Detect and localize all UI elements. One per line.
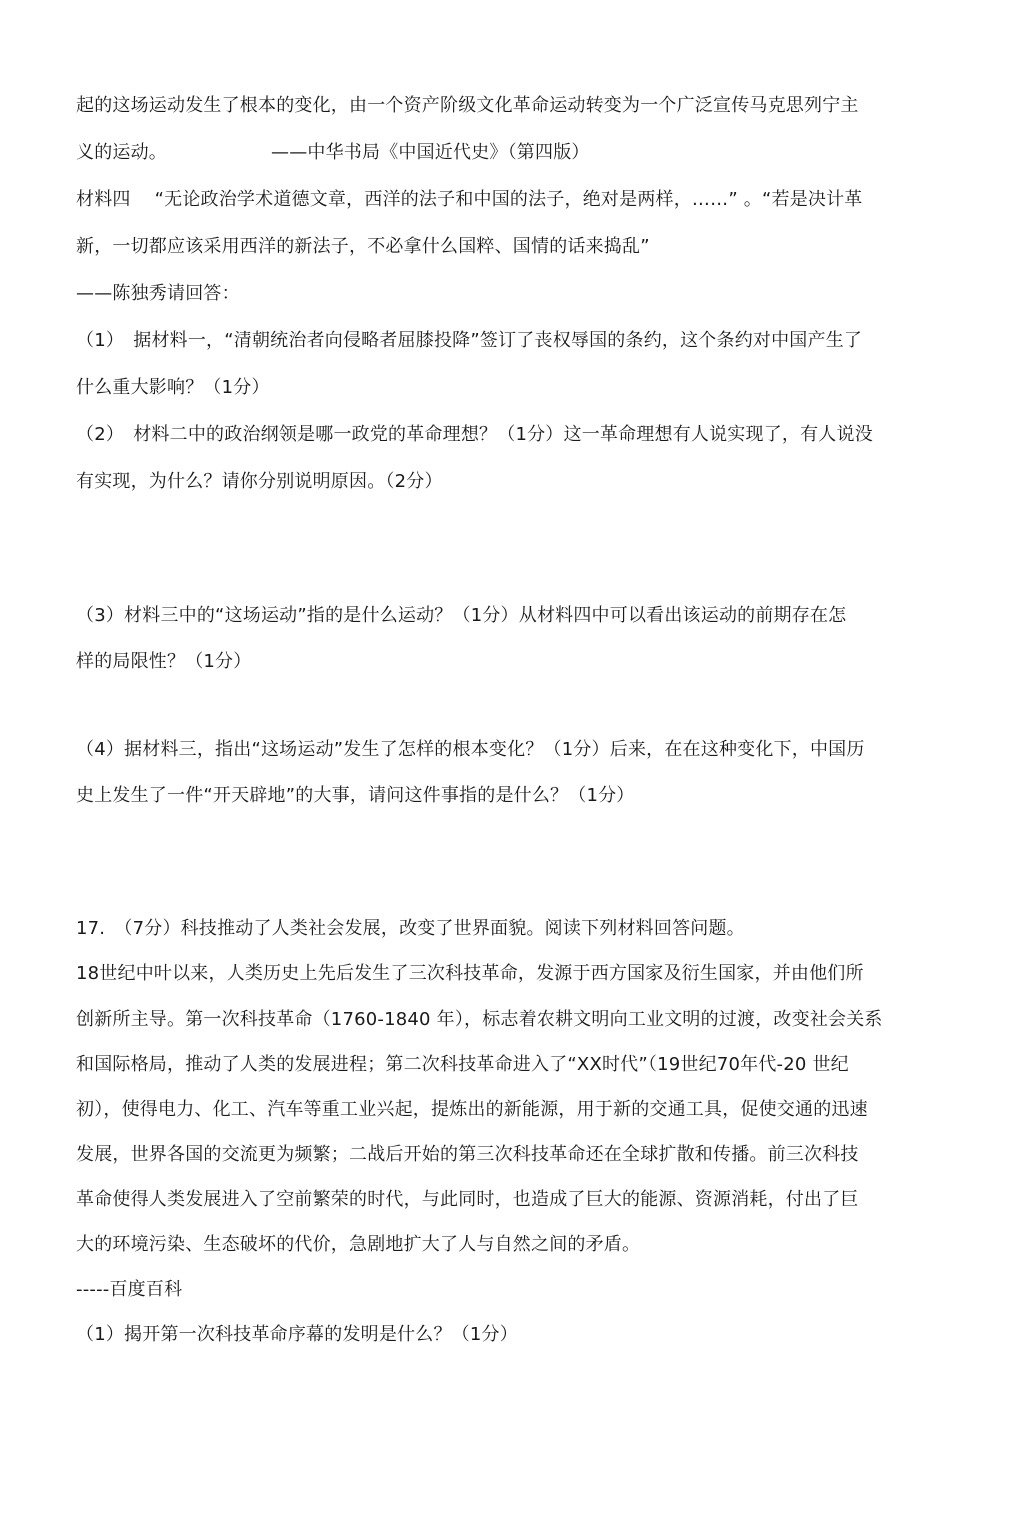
material4-line1	[76, 188, 946, 212]
q17-para-line: 发展，世界各国的交流更为频繁；二战后开始的第三次科技革命还在全球扩散和传播。前三次科技	[76, 1144, 859, 1165]
material4-source: ——陈独秀请回答：	[76, 283, 240, 304]
question-1-line1: （1） 据材料一，“清朝统治者向侵略者屈膝投降”签订了丧权辱国的条约，这个条约对中国产生了	[76, 330, 863, 351]
question-3-line1: （3）材料三中的“这场运动”指的是什么运动？（1分）从材料四中可以看出该运动的前期存在怎	[76, 605, 847, 626]
q17-para-line: 革命使得人类发展进入了空前繁荣的时代，与此同时，也造成了巨大的能源、资源消耗，付出了巨	[76, 1189, 859, 1210]
q17-para-line: 和国际格局，推动了人类的发展进程；第二次科技革命进入了“XX时代”（19世纪70年代-20 世纪	[76, 1054, 849, 1075]
material4-line2: 新，一切都应该采用西洋的新法子，不必拿什么国粹、国情的话来捣乱”	[76, 236, 650, 257]
question-1-line2: 什么重大影响？（1分）	[76, 377, 270, 398]
material4-label: 材料四	[76, 189, 131, 210]
material4-text: “无论政治学术道德文章，西洋的法子和中国的法子，绝对是两样，……” 。“若是决计革	[154, 189, 863, 210]
question-3-line2: 样的局限性？（1分）	[76, 651, 252, 672]
material3-source: ——中华书局《中国近代史》（第四版）	[271, 142, 590, 163]
material3-line2-text: 义的运动。	[76, 142, 167, 163]
q17-para-line: 创新所主导。第一次科技革命（1760-1840 年），标志着农耕文明向工业文明的过渡，改变社会关系	[76, 1009, 883, 1030]
question-17-header: 17. （7分）科技推动了人类社会发展，改变了世界面貌。阅读下列材料回答问题。	[76, 918, 745, 939]
material3-line1: 起的这场运动发生了根本的变化，由一个资产阶级文化革命运动转变为一个广泛宣传马克思列宁主	[76, 95, 859, 116]
question-4-line2: 史上发生了一件“开天辟地”的大事，请问这件事指的是什么？（1分）	[76, 785, 635, 806]
question-2-line1: （2） 材料二中的政治纲领是哪一政党的革命理想？（1分）这一革命理想有人说实现了，有人说没	[76, 424, 873, 445]
material3-line2	[76, 141, 946, 165]
q17-para-line: 大的环境污染、生态破坏的代价，急剧地扩大了人与自然之间的矛盾。	[76, 1234, 641, 1255]
q17-question-1: （1）揭开第一次科技革命序幕的发明是什么？（1分）	[76, 1324, 518, 1345]
question-4-line1: （4）据材料三，指出“这场运动”发生了怎样的根本变化？（1分）后来，在在这种变化下，中国历	[76, 739, 865, 760]
q17-source: -----百度百科	[76, 1279, 183, 1300]
q17-para-line: 初），使得电力、化工、汽车等重工业兴起，提炼出的新能源，用于新的交通工具，促使交通的迅速	[76, 1099, 868, 1120]
q17-para-line: 18世纪中叶以来，人类历史上先后发生了三次科技革命，发源于西方国家及衍生国家，并由他们所	[76, 963, 864, 984]
question-2-line2: 有实现，为什么？请你分别说明原因。（2分）	[76, 471, 443, 492]
